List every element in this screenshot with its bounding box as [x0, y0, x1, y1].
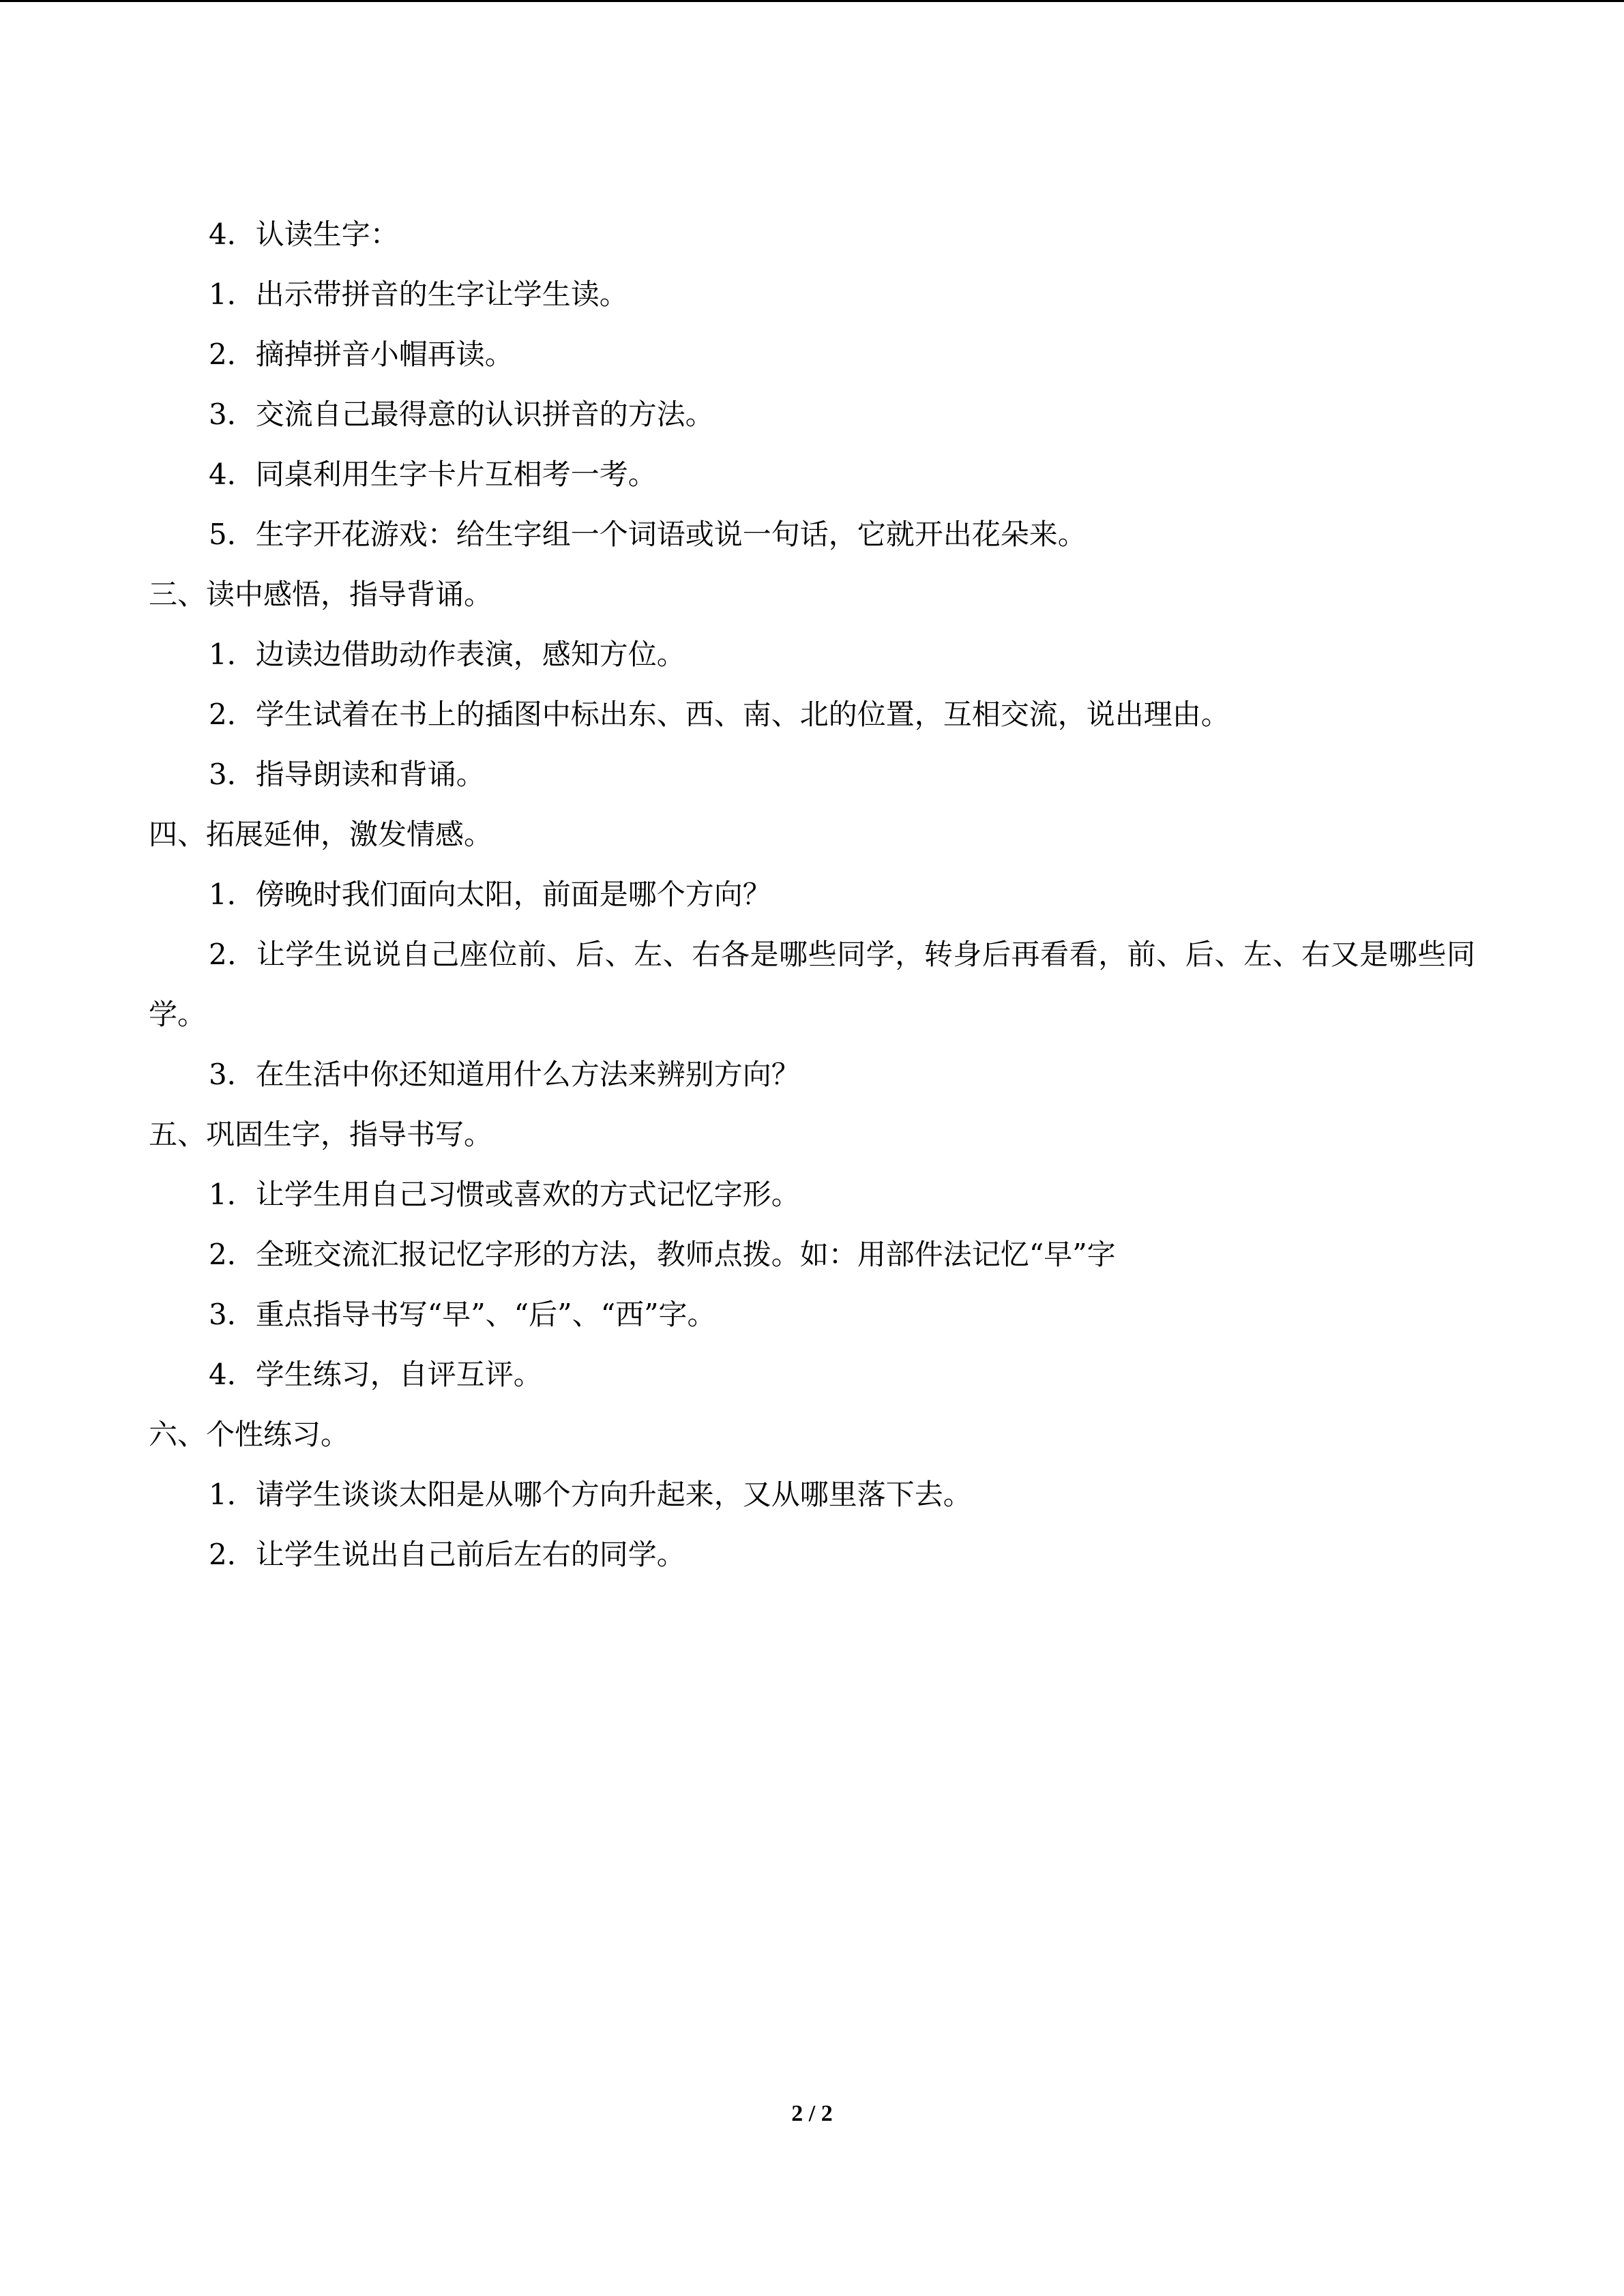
section-heading: 三、读中感悟，指导背诵。	[149, 578, 493, 611]
document-line: 2．摘掉拼音小帽再读。	[209, 338, 514, 371]
document-line: 3．指导朗读和背诵。	[209, 758, 485, 791]
document-line: 2．全班交流汇报记忆字形的方法，教师点拨。如：用部件法记忆“早”字	[209, 1238, 1116, 1271]
section-heading: 四、拓展延伸，激发情感。	[149, 818, 493, 851]
document-line: 1．请学生谈谈太阳是从哪个方向升起来，又从哪里落下去。	[209, 1478, 972, 1511]
document-line: 2．学生试着在书上的插图中标出东、西、南、北的位置，互相交流，说出理由。	[209, 698, 1230, 731]
document-line: 1．傍晚时我们面向太阳，前面是哪个方向？	[209, 878, 771, 911]
page-top-border	[0, 0, 1624, 2]
document-paragraph: 2．让学生说说自己座位前、后、左、右各是哪些同学，转身后再看看，前、后、左、右又是哪些同学。	[149, 938, 1475, 1031]
document-line: 1．出示带拼音的生字让学生读。	[209, 278, 628, 311]
section-heading: 五、巩固生字，指导书写。	[149, 1118, 493, 1151]
document-line: 1．边读边借助动作表演，感知方位。	[209, 638, 685, 671]
document-line: 2．让学生说出自己前后左右的同学。	[209, 1538, 685, 1571]
document-line: 3．重点指导书写“早”、“后”、“西”字。	[209, 1298, 716, 1331]
page-number: 2 / 2	[791, 2101, 833, 2126]
document-line: 1．让学生用自己习惯或喜欢的方式记忆字形。	[209, 1178, 800, 1211]
document-line: 3．交流自己最得意的认识拼音的方法。	[209, 398, 714, 431]
document-line: 4．同桌利用生字卡片互相考一考。	[209, 458, 657, 491]
document-line: 4．认读生字：	[209, 218, 399, 251]
document-line: 4．学生练习，自评互评。	[209, 1358, 542, 1391]
document-line: 3．在生活中你还知道用什么方法来辨别方向？	[209, 1058, 800, 1091]
section-heading: 六、个性练习。	[149, 1418, 350, 1451]
document-body	[149, 205, 1475, 1585]
document-line: 5．生字开花游戏：给生字组一个词语或说一句话，它就开出花朵来。	[209, 518, 1087, 551]
